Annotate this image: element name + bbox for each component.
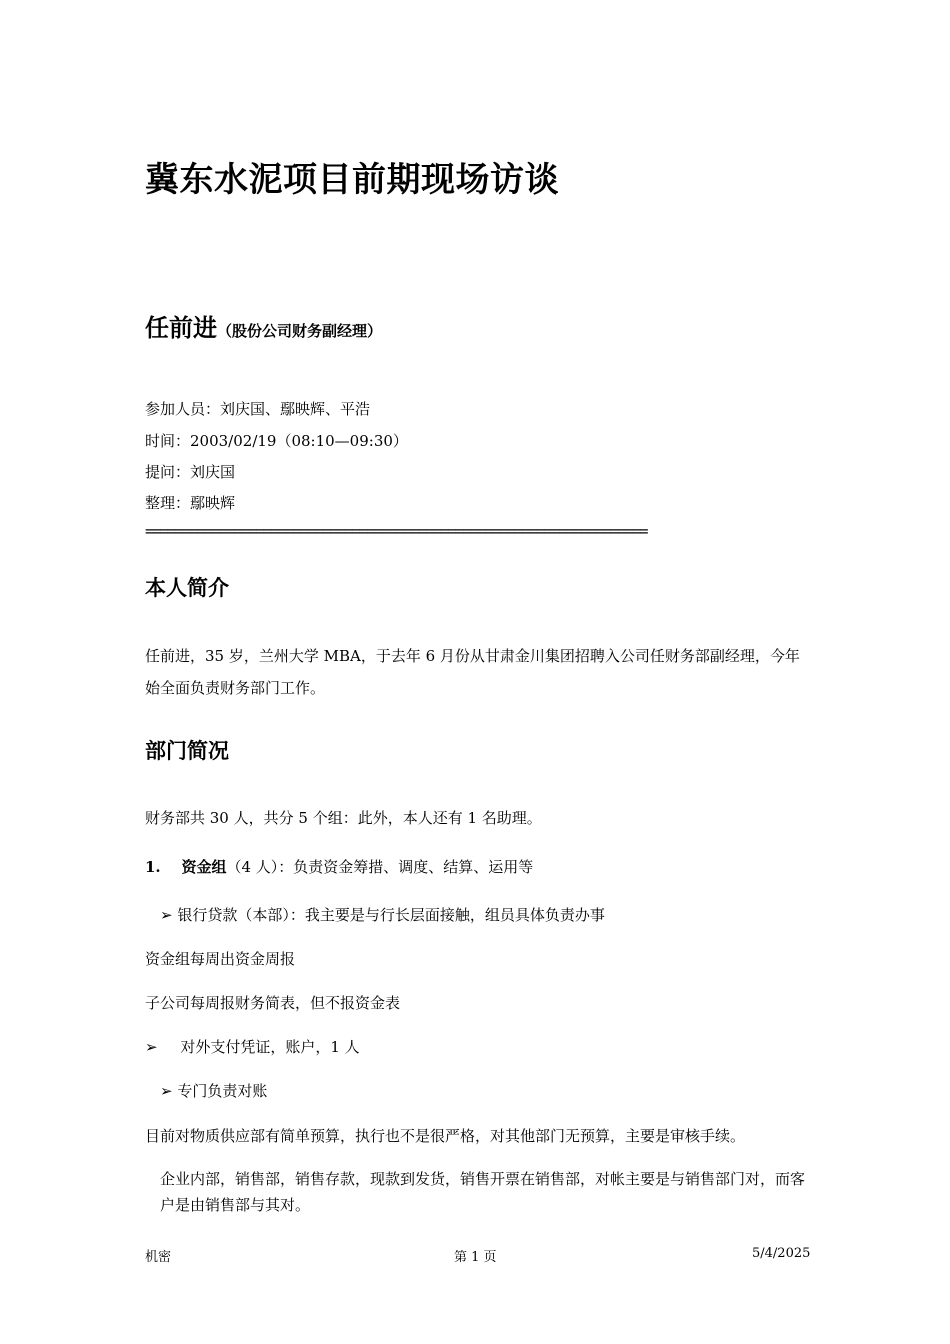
meta-time: 时间：2003/02/19（08:10—09:30） [145,432,408,450]
arrow-bullet-icon: ➢ [145,1038,158,1056]
line-budget: 目前对物质供应部有简单预算，执行也不是很严格，对其他部门无预算，主要是审核手续。 [145,1127,746,1145]
group1-number: 1. [145,858,161,876]
meta-recorder: 整理：鄢映辉 [145,494,236,512]
intro-paragraph: 任前进，35 岁，兰州大学 MBA，于去年 6 月份从甘肃金川集团招聘入公司任财务部副经理，今年始全面负责财务部门工作。 [145,647,800,697]
interviewee-heading [145,308,382,343]
document-title: 冀东水泥项目前期现场访谈 [145,160,559,200]
bullet-payment-text: 对外支付凭证，账户，1 人 [180,1038,360,1056]
separator-rule: ==================================================================== [145,522,647,540]
group1-name: 资金组 [181,858,227,876]
footer-date: 5/4/2025 [752,1246,811,1261]
group1-desc: （4 人）：负责资金筹措、调度、结算、运用等 [226,858,534,876]
dept-heading: 部门简况 [145,739,229,763]
bullet-payment [145,1036,360,1057]
line-fund-weekly: 资金组每周出资金周报 [145,950,296,968]
dept-paragraph: 财务部共 30 人，共分 5 个组：此外，本人还有 1 名助理。 [145,809,542,827]
footer-confidential: 机密 [145,1250,172,1265]
line-subsidiary-report: 子公司每周报财务简表，但不报资金表 [145,994,401,1012]
intro-heading: 本人简介 [145,576,229,600]
interviewee-name: 任前进 [145,314,217,342]
meta-questioner: 提问：刘庆国 [145,463,236,481]
interviewee-role: （股份公司财务副经理） [217,322,383,340]
group1-item [145,856,533,877]
para-internal-sales: 企业内部，销售部，销售存款，现款到发货，销售开票在销售部，对帐主要是与销售部门对，而客户是由销售部与其对。 [160,1170,806,1214]
bullet-bank-loan: ➢ 银行贷款（本部）：我主要是与行长层面接触，组员具体负责办事 [160,906,605,924]
meta-participants: 参加人员：刘庆国、鄢映辉、平浩 [145,400,371,418]
bullet-reconciliation: ➢ 专门负责对账 [160,1082,268,1100]
footer-page-number: 第 1 页 [454,1250,497,1265]
